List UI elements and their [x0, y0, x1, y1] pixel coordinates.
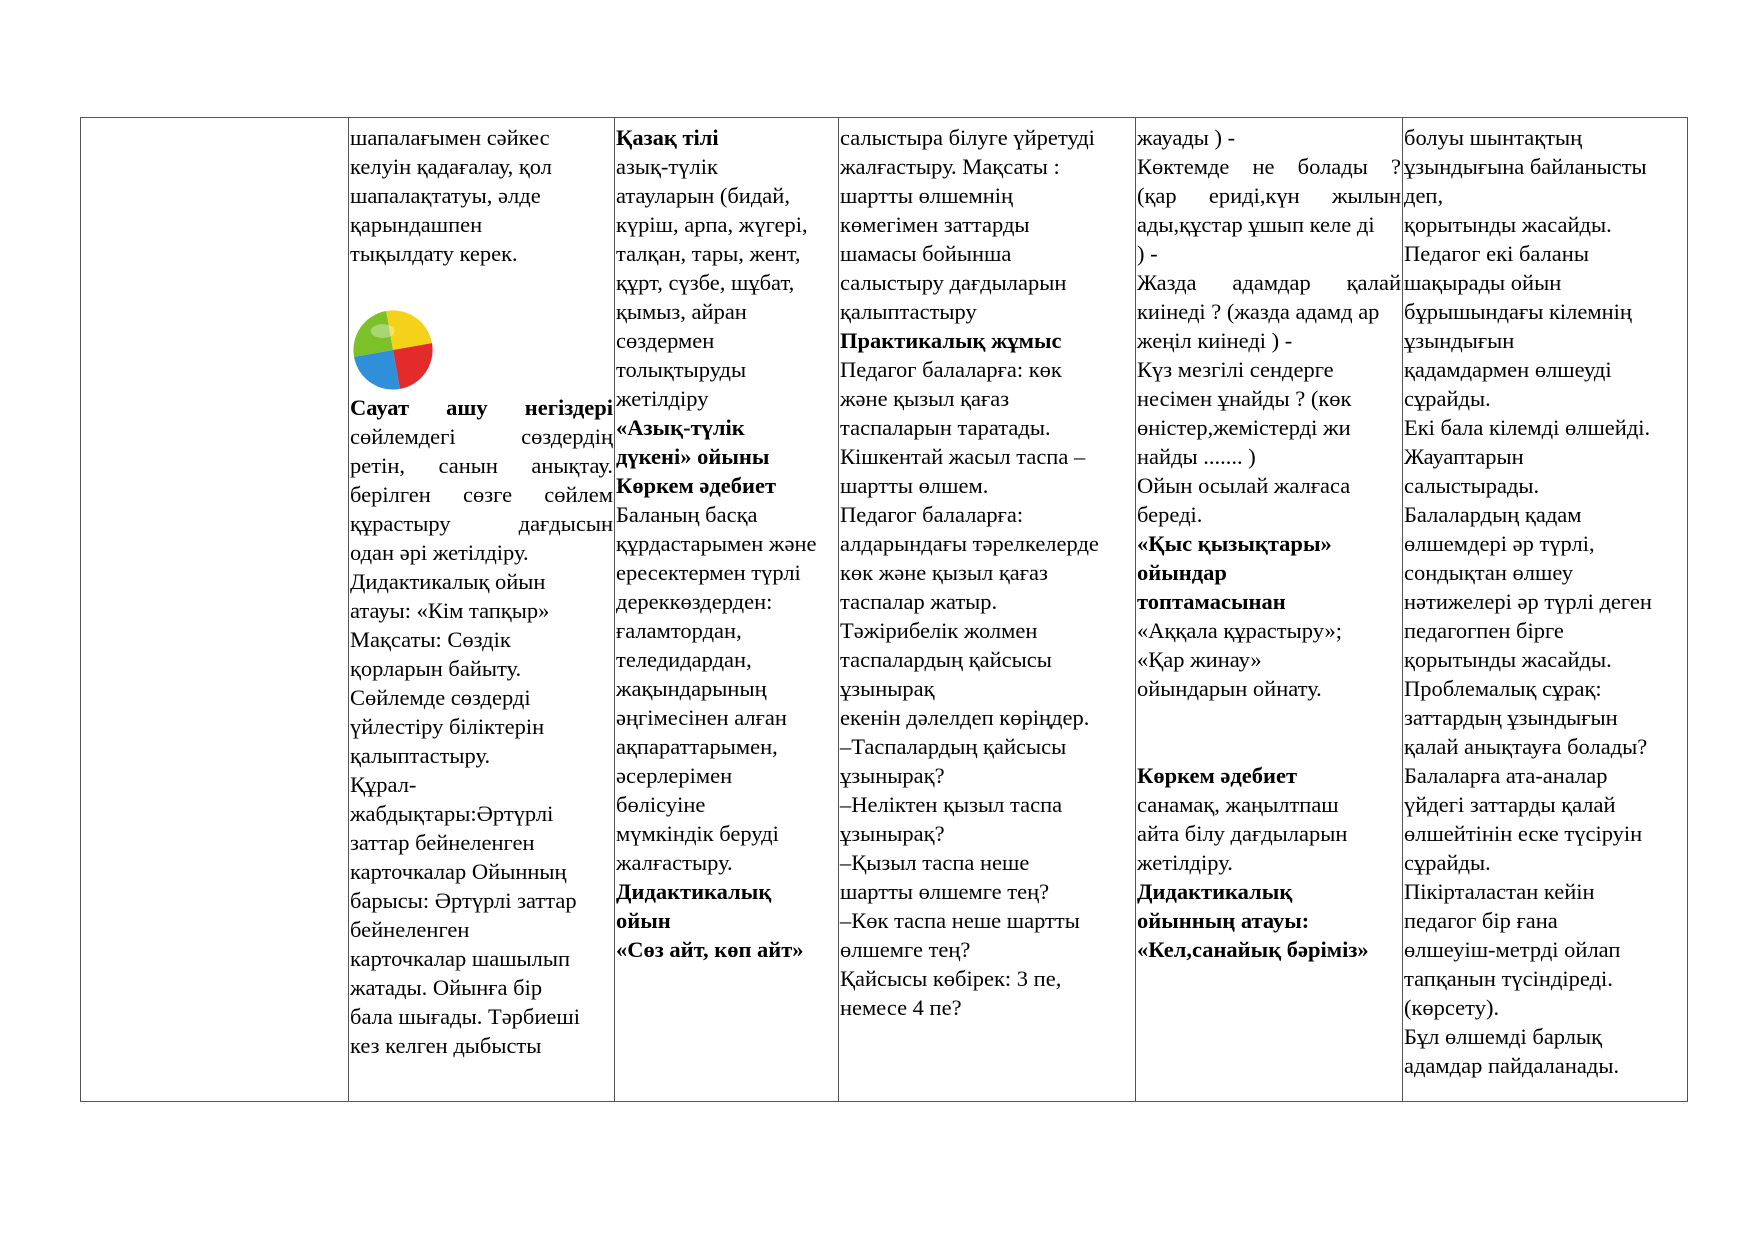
blank-line: [1137, 732, 1401, 761]
cell-text-line: талқан, тары, жент,: [616, 241, 801, 266]
cell-text-line: береді.: [1137, 502, 1203, 527]
cell-text-line: болуы шынтақтың: [1404, 125, 1583, 150]
cell-text-line: заттардың ұзындығын: [1404, 705, 1618, 730]
cell-text-line: жалғастыру.: [616, 850, 733, 875]
cell-text-line: жетілдіру.: [1137, 850, 1233, 875]
cell-text-line: қалыптастыру: [840, 299, 977, 324]
cell-text-line: жауады ) -: [1137, 125, 1236, 150]
cell-text-line: көмегімен заттарды: [840, 212, 1030, 237]
cell-heading-line: Көркем әдебиет: [616, 473, 777, 498]
cell-text-line: Балаларға ата-аналар: [1404, 763, 1608, 788]
cell-heading-line: Көркем әдебиет: [1137, 763, 1298, 788]
cell-text-line: несімен ұнайды ? (көк: [1137, 386, 1352, 411]
cell-text-line: құрт, сүзбе, шұбат,: [616, 270, 795, 295]
cell-text-line: күріш, арпа, жүгері,: [616, 212, 808, 237]
cell-text-line: шапалақтатуы, әлде: [350, 183, 541, 208]
cell-heading-line: Дидактикалық: [1137, 879, 1293, 904]
cell-text-line: қалыптастыру.: [350, 743, 491, 768]
cell-text-line: Дидактикалық ойын: [350, 569, 546, 594]
cell-text-line: нәтижелері әр түрлі деген: [1404, 589, 1652, 614]
cell-text-line: өлшейтінін еске түсіруін: [1404, 821, 1643, 846]
cell-text-line: тықылдату керек.: [350, 241, 518, 266]
cell-text-line: жатады. Ойынға бір: [350, 975, 543, 1000]
cell-heading-line: «Сөз айт, көп айт»: [616, 937, 804, 962]
cell-text-line: ұзынырақ?: [840, 821, 945, 846]
cell-text-line: «Қар жинау»: [1137, 647, 1262, 672]
table-cell-blank: [81, 118, 349, 1101]
cell-text-line: ұзындығын: [1404, 328, 1515, 353]
lesson-plan-table: [80, 117, 1688, 1102]
cell-text-line: азық-түлік: [616, 154, 718, 179]
cell-text-line: Жауаптарын: [1404, 444, 1524, 469]
cell-text-line: Балалардың қадам: [1404, 502, 1582, 527]
cell-text-line: қалай анықтауға болады?: [1404, 734, 1648, 759]
cell-text-line: (көрсету).: [1404, 995, 1500, 1020]
cell-text-line: санамақ, жаңылтпаш: [1137, 792, 1339, 817]
cell-text-line: ретін, санын анықтау.: [350, 453, 613, 478]
cell-text-line: теледидардан,: [616, 647, 752, 672]
cell-text-line: –Таспалардың қайсысы: [840, 734, 1067, 759]
cell-text-line: сөздермен: [616, 328, 715, 353]
cell-text-line: сұрайды.: [1404, 850, 1491, 875]
cell-text-line: шамасы бойынша: [840, 241, 1012, 266]
cell-text-line: салыстыру дағдыларын: [840, 270, 1067, 295]
cell-text-line: қымыз, айран: [616, 299, 747, 324]
cell-text-line: сұрайды.: [1404, 386, 1491, 411]
cell-heading-line: Қазақ тілі: [616, 125, 719, 150]
cell-text-line: шақырады ойын: [1404, 270, 1562, 295]
cell-text-line: Сөйлемде сөздерді: [350, 685, 531, 710]
ball-segment: [393, 343, 433, 389]
cell-text-line: қорытынды жасайды.: [1404, 212, 1612, 237]
cell-text-line: сондықтан өлшеу: [1404, 560, 1574, 585]
cell-text-line: шартты өлшемге тең?: [840, 879, 1050, 904]
cell-text-line: кез келген дыбысты: [350, 1033, 542, 1058]
cell-text-line: келуін қадағалау, қол: [350, 154, 552, 179]
cell-text-line: барысы: Әртүрлі заттар: [350, 888, 577, 913]
cell-text-line: найды ....... ): [1137, 444, 1256, 469]
cell-text-line: жақындарының: [616, 676, 767, 701]
cell-text-line: адамдар пайдаланады.: [1404, 1053, 1620, 1078]
cell-text-line: ұзындығына байланысты: [1404, 154, 1647, 179]
cell-text-line: бөлісуіне: [616, 792, 706, 817]
cell-text-line: салыстырады.: [1404, 473, 1540, 498]
cell-text-line: ұзынырақ: [840, 676, 935, 701]
cell-heading-line: ойынның атауы:: [1137, 908, 1310, 933]
cell-text-line: толықтыруды: [616, 357, 747, 382]
cell-text-line: Педагог екі баланы: [1404, 241, 1589, 266]
cell-text-line: жабдықтары:Әртүрлі: [350, 801, 554, 826]
cell-text-line: Пікірталастан кейін: [1404, 879, 1595, 904]
cell-text-line: өлшемге тең?: [840, 937, 971, 962]
cell-text-line: бұрышындағы кілемнің: [1404, 299, 1632, 324]
cell-text-line: ғаламтордан,: [616, 618, 742, 643]
cell-text-line: шартты өлшемнің: [840, 183, 1014, 208]
cell-text-line: атауларын (бидай,: [616, 183, 790, 208]
cell-text-line: Бұл өлшемді барлық: [1404, 1024, 1603, 1049]
cell-text-line: –Неліктен қызыл таспа: [840, 792, 1063, 817]
cell-text-line: Күз мезгілі сендерге: [1137, 357, 1334, 382]
table-cell-math-comparison: [839, 118, 1136, 1101]
cell-text-line: педагог бір ғана: [1404, 908, 1558, 933]
cell-text-line: карточкалар Ойынның: [350, 859, 567, 884]
cell-heading-line: Сауат ашу негіздері: [350, 395, 613, 420]
cell-text-line: көк және қызыл қағаз: [840, 560, 1048, 585]
cell-text-line: тапқанын түсіндіреді.: [1404, 966, 1613, 991]
cell-text-line: Педагог балаларға:: [840, 502, 1024, 527]
cell-text-line: өлшеуіш-метрді ойлап: [1404, 937, 1621, 962]
cell-text-line: өністер,жемістерді жи: [1137, 415, 1351, 440]
cell-text-line: өлшемдері әр түрлі,: [1404, 531, 1595, 556]
ball-highlight: [371, 324, 395, 338]
table-cell-seasons-games: [1136, 118, 1403, 1101]
cell-text-line: Қайсысы көбірек: 3 пе,: [840, 966, 1062, 991]
cell-text-line: одан әрі жетілдіру.: [350, 540, 529, 565]
cell-text-line: ұзынырақ?: [840, 763, 945, 788]
cell-text-line: алдарындағы тәрелкелерде: [840, 531, 1099, 556]
cell-text-line: қорларын байыту.: [350, 656, 522, 681]
cell-text-line: әңгімесінен алған: [616, 705, 787, 730]
cell-text-line: айта білу дағдыларын: [1137, 821, 1348, 846]
cell-text-line: (қар ериді,күн жылын: [1137, 183, 1401, 208]
cell-heading-line: «Қыс қызықтары»: [1137, 531, 1332, 556]
cell-text-line: «Аққала құрастыру»;: [1137, 618, 1343, 643]
cell-text-line: Мақсаты: Сөздік: [350, 627, 511, 652]
cell-text-line: карточкалар шашылып: [350, 946, 571, 971]
cell-text-line: және қызыл қағаз: [840, 386, 1010, 411]
cell-text-line: ) -: [1137, 241, 1158, 266]
cell-text-line: құрастыру дағдысын: [350, 511, 613, 536]
cell-text-line: әсерлерімен: [616, 763, 733, 788]
cell-text-line: –Қызыл таспа неше: [840, 850, 1030, 875]
cell-text-line: таспалар жатыр.: [840, 589, 998, 614]
cell-text-line: мүмкіндік беруді: [616, 821, 779, 846]
cell-heading-line: топтамасынан: [1137, 589, 1286, 614]
cell-text-line: Педагог балаларға: көк: [840, 357, 1062, 382]
cell-text-line: үйлестіру біліктерін: [350, 714, 545, 739]
cell-text-line: бала шығады. Тәрбиеші: [350, 1004, 580, 1029]
cell-text-line: немесе 4 пе?: [840, 995, 962, 1020]
beach-ball-image: [350, 307, 436, 393]
cell-text-line: Ойын осылай жалғаса: [1137, 473, 1351, 498]
cell-text-line: сөйлемдегі сөздердің: [350, 424, 613, 449]
cell-text-line: Тәжірибелік жолмен: [840, 618, 1038, 643]
cell-text-line: ады,құстар ұшып келе ді: [1137, 212, 1375, 237]
table-cell-literacy: [349, 118, 615, 1101]
cell-heading-line: Дидактикалық: [616, 879, 772, 904]
cell-text-line: ересектермен түрлі: [616, 560, 801, 585]
cell-text-line: Баланың басқа: [616, 502, 758, 527]
cell-text-line: ойындарын ойнату.: [1137, 676, 1322, 701]
cell-text-line: атауы: «Кім тапқыр»: [350, 598, 550, 623]
cell-text-line: жетілдіру: [616, 386, 709, 411]
cell-text-line: құрдастарымен және: [616, 531, 817, 556]
cell-text-line: –Көк таспа неше шартты: [840, 908, 1080, 933]
cell-text-line: таспаларын таратады.: [840, 415, 1051, 440]
cell-text-line: киінеді ? (жазда адамд ар: [1137, 299, 1380, 324]
cell-text-line: шартты өлшем.: [840, 473, 989, 498]
blank-line: [350, 268, 613, 297]
cell-text-line: қадамдармен өлшеуді: [1404, 357, 1612, 382]
cell-heading-line: ойын: [616, 908, 671, 933]
cell-text-line: Жазда адамдар қалай: [1137, 270, 1401, 295]
cell-text-line: бейнеленген: [350, 917, 470, 942]
cell-text-line: Проблемалық сұрақ:: [1404, 676, 1602, 701]
cell-text-line: Құрал-: [350, 772, 417, 797]
cell-text-line: Көктемде не болады ?: [1137, 154, 1401, 179]
cell-text-line: берілген сөзге сөйлем: [350, 482, 613, 507]
cell-heading-line: дүкені» ойыны: [616, 444, 770, 469]
cell-text-line: Екі бала кілемді өлшейді.: [1404, 415, 1651, 440]
table-cell-measurement: [1403, 118, 1687, 1101]
ball-segment: [354, 350, 400, 390]
cell-text-line: Кішкентай жасыл таспа –: [840, 444, 1086, 469]
cell-text-line: ақпараттарымен,: [616, 734, 778, 759]
table-cell-kazakh-language: [615, 118, 839, 1101]
cell-text-line: қарындашпен: [350, 212, 483, 237]
cell-heading-line: «Кел,санайық бәріміз»: [1137, 937, 1369, 962]
cell-text-line: педагогпен бірге: [1404, 618, 1564, 643]
cell-text-line: таспалардың қайсысы: [840, 647, 1052, 672]
blank-line: [1137, 703, 1401, 732]
cell-text-line: қорытынды жасайды.: [1404, 647, 1612, 672]
cell-heading-line: ойындар: [1137, 560, 1227, 585]
cell-text-line: дереккөздерден:: [616, 589, 773, 614]
cell-text-line: деп,: [1404, 183, 1444, 208]
cell-text-line: жеңіл киінеді ) -: [1137, 328, 1293, 353]
cell-text-line: заттар бейнеленген: [350, 830, 535, 855]
cell-heading-line: «Азық-түлік: [616, 415, 745, 440]
cell-text-line: шапалағымен сәйкес: [350, 125, 550, 150]
cell-text-line: үйдегі заттарды қалай: [1404, 792, 1616, 817]
cell-text-line: екенін дәлелдеп көріңдер.: [840, 705, 1090, 730]
cell-text-line: жалғастыру. Мақсаты :: [840, 154, 1060, 179]
cell-text-line: салыстыра білуге үйретуді: [840, 125, 1095, 150]
cell-heading-line: Практикалық жұмыс: [840, 328, 1062, 353]
